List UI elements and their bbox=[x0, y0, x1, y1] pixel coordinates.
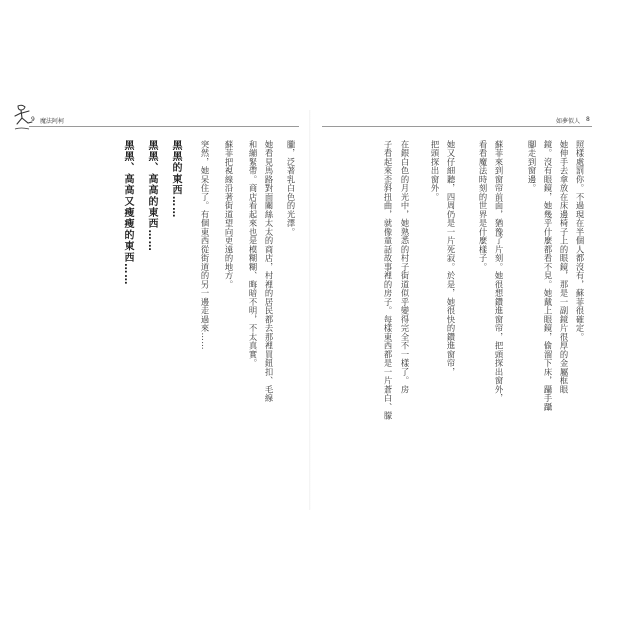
left-emphasis-column: 黑黑、高高的東西…… bbox=[146, 140, 157, 252]
right-text-column: 子看起來歪斜扭曲，就像童話故事裡的房子。每樣東西都是一片蒼白、朦 bbox=[383, 140, 393, 420]
right-text-column: 看看魔法時刻的世界是什麼樣子。 bbox=[478, 140, 488, 272]
left-text-column: 突然，她呆住了。有個東西從街道的另一邊走過來…… bbox=[200, 140, 210, 350]
left-text-column: 和繃緊帶。商店看起來也是模糊糊、晦暗不明，不太真實。 bbox=[248, 140, 258, 368]
left-text-column: 朧，泛著乳白色的光澤。 bbox=[286, 140, 296, 237]
left-emphasis-column: 黑黑的東西…… bbox=[170, 140, 181, 219]
left-book-title: 魔法阿柯 bbox=[40, 118, 65, 125]
right-text-column: 在銀白色的月光中，她熟悉的村子街道似乎變得完全不一樣了。房 bbox=[400, 140, 410, 394]
left-page-number: 9 bbox=[31, 116, 35, 123]
right-text-column: 鏡。沒有眼鏡，她幾乎什麼都看不見。她戴上眼鏡，偷溜下床，躡手躡 bbox=[543, 140, 553, 412]
right-text-column: 她伸手去拿放在床邊椅子上的眼鏡，那是一副鏡片很厚的金屬框眼 bbox=[559, 140, 569, 394]
right-text-column: 腳走到窗邊。 bbox=[527, 140, 537, 193]
right-text-column: 蘇菲來到窗帘前面，猶豫了片刻。她很想鑽進窗帘，把頭探出窗外， bbox=[494, 140, 504, 403]
right-header-rule bbox=[322, 126, 592, 127]
right-chapter-title: 如夢似人 bbox=[556, 118, 581, 125]
left-text-column: 她看見馬路對面關絲太太的商店，村裡的居民都去那裡買鈕扣、毛線 bbox=[264, 140, 274, 403]
left-text-column: 蘇菲把視線沿著街道望向更遠的地方。 bbox=[224, 140, 234, 289]
right-page-number: 8 bbox=[586, 116, 590, 123]
right-text-column: 她又仔細聽，四周仍是一片死寂。於是，她很快的鑽進窗帘， bbox=[446, 140, 456, 377]
left-header-rule bbox=[29, 126, 299, 127]
gutter bbox=[309, 110, 311, 510]
right-text-column: 照樣處罰你。不過現在半個人都沒有，蘇菲很確定。 bbox=[575, 140, 585, 342]
right-text-column: 把頭探出窗外。 bbox=[430, 140, 440, 202]
left-emphasis-column: 黑黑、高高又瘦瘦的東西…… bbox=[122, 140, 133, 286]
